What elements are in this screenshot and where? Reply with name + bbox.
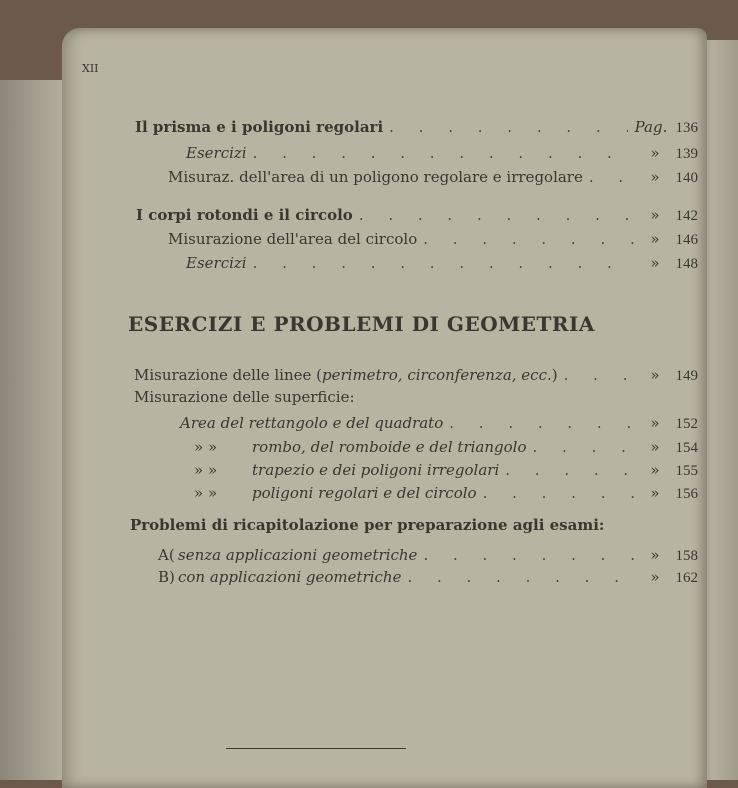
entry-marker: » [650, 438, 660, 456]
entry-marker: » [650, 414, 660, 432]
entry-title: Area del rettangolo e del quadrato [180, 414, 444, 432]
toc-entry [168, 168, 698, 190]
entry-page: 152 [675, 416, 698, 432]
entry-title: trapezio e dei poligoni irregolari [252, 461, 500, 479]
leader-dots [589, 168, 636, 186]
entry-title: rombo, del romboide e del triangolo [252, 438, 527, 456]
toc-subheading [130, 516, 698, 538]
leader-dots [505, 461, 636, 479]
toc-entry [168, 230, 698, 252]
entry-marker: » [650, 461, 660, 479]
entry-title: Esercizi [186, 254, 247, 272]
leader-dots [253, 144, 636, 162]
entry-page: 148 [675, 256, 698, 272]
entry-page: 139 [675, 146, 698, 162]
leader-dots [564, 366, 636, 384]
leader-dots [423, 230, 636, 248]
toc-entry [136, 206, 698, 228]
entry-title: con applicazioni geometriche [178, 568, 402, 586]
toc-entry [186, 254, 698, 276]
toc-entry [186, 144, 698, 166]
title-prefix: Misurazione delle linee ( [134, 366, 323, 384]
entry-page: 136 [675, 120, 698, 136]
entry-page: 154 [675, 440, 698, 456]
entry-title: Problemi di ricapitolazione per preparazione agli esami: [130, 516, 605, 534]
entry-marker: Pag. [634, 118, 668, 136]
toc-entry [194, 438, 698, 460]
toc-entry [194, 484, 698, 506]
ditto-marks: » » [194, 484, 218, 502]
entry-title: Misuraz. dell'area di un poligono regolare e irregolare [168, 168, 583, 186]
toc-entry [134, 366, 698, 388]
leader-dots [449, 414, 636, 432]
ditto-marks: » » [194, 438, 218, 456]
title-suffix: ) [551, 366, 558, 384]
leader-dots [407, 568, 636, 586]
entry-page: 149 [675, 368, 698, 384]
leader-dots [359, 206, 636, 224]
entry-marker: » [650, 168, 660, 186]
entry-marker: » [650, 206, 660, 224]
entry-page: 156 [675, 486, 698, 502]
entry-title: senza applicazioni geometriche [178, 546, 418, 564]
ditto-marks: » » [194, 461, 218, 479]
entry-title: Misurazione delle superficie: [134, 388, 355, 406]
entry-title [134, 366, 558, 384]
section-heading: ESERCIZI E PROBLEMI DI GEOMETRIA [128, 312, 595, 336]
toc-entry [158, 568, 698, 590]
toc-entry [194, 461, 698, 483]
entry-page: 142 [675, 208, 698, 224]
leader-dots [253, 254, 636, 272]
entry-marker: » [650, 366, 660, 384]
entry-label: A( [158, 546, 175, 564]
leader-dots [423, 546, 636, 564]
title-italic: perimetro, circonferenza, ecc. [322, 366, 552, 384]
entry-page: 146 [675, 232, 698, 248]
entry-page: 158 [675, 548, 698, 564]
entry-title: I corpi rotondi e il circolo [136, 206, 353, 224]
entry-title: poligoni regolari e del circolo [252, 484, 477, 502]
leader-dots [389, 118, 628, 136]
entry-title: Esercizi [186, 144, 247, 162]
entry-title: Il prisma e i poligoni regolari [135, 118, 384, 136]
entry-page: 155 [675, 463, 698, 479]
bottom-rule [226, 748, 406, 749]
toc-entry [158, 546, 698, 568]
entry-marker: » [650, 546, 660, 564]
leader-dots [483, 484, 636, 502]
entry-marker: » [650, 484, 660, 502]
toc-entry [180, 414, 698, 436]
entry-page: 162 [675, 570, 698, 586]
entry-marker: » [650, 254, 660, 272]
leader-dots [533, 438, 637, 456]
entry-marker: » [650, 144, 660, 162]
entry-marker: » [650, 230, 660, 248]
page-folio: XII [82, 62, 99, 75]
entry-title: Misurazione dell'area del circolo [168, 230, 418, 248]
entry-label: B) [158, 568, 175, 586]
entry-marker: » [650, 568, 660, 586]
toc-subheading [134, 388, 698, 410]
toc-entry [135, 118, 698, 140]
entry-page: 140 [675, 170, 698, 186]
